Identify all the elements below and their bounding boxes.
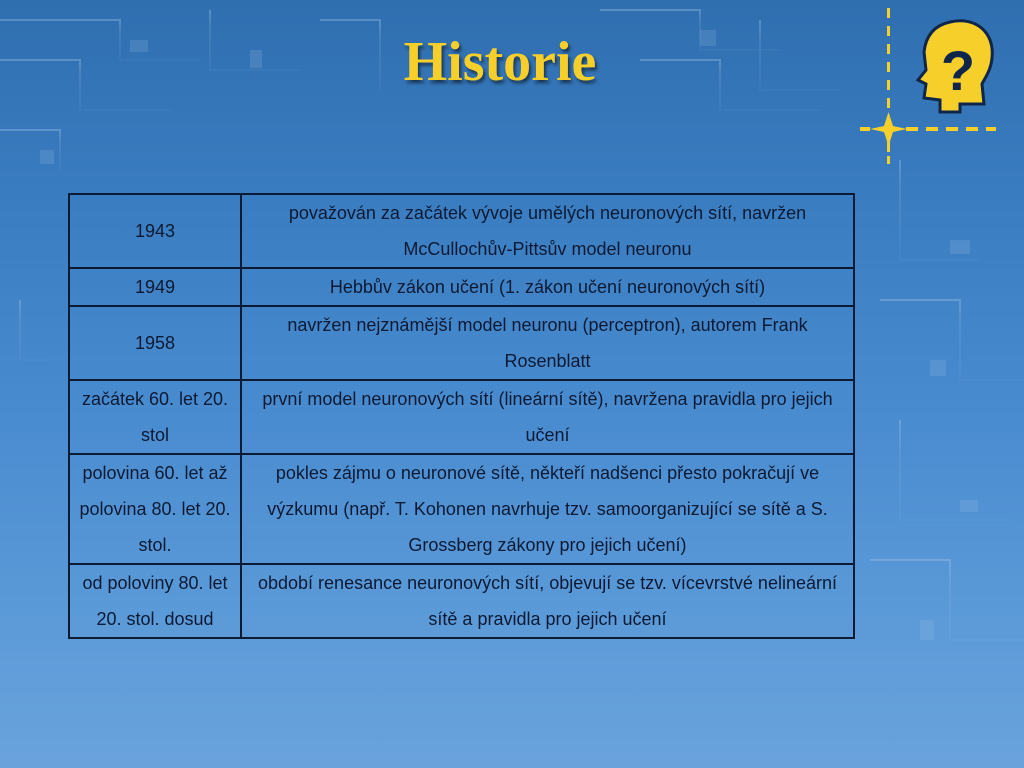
table-row: [69, 454, 854, 564]
period-cell: 1958: [69, 306, 241, 380]
period-cell: 1949: [69, 268, 241, 306]
period-cell: 1943: [69, 194, 241, 268]
event-cell: první model neuronových sítí (lineární sítě), navržena pravidla pro jejich učení: [241, 380, 854, 454]
table-row: [69, 564, 854, 638]
svg-text:?: ?: [940, 39, 976, 102]
table-row: [69, 380, 854, 454]
period-cell: začátek 60. let 20. stol: [69, 380, 241, 454]
event-cell: období renesance neuronových sítí, objevují se tzv. vícevrstvé nelineární sítě a pravidla pro jejich učení: [241, 564, 854, 638]
history-table: [68, 193, 855, 639]
event-cell: pokles zájmu o neuronové sítě, někteří nadšenci přesto pokračují ve výzkumu (např. T. Kohonen navrhuje tzv. samoorganizující se sítě a S. Grossberg zákony pro jejich učení): [241, 454, 854, 564]
period-cell: polovina 60. let až polovina 80. let 20. stol.: [69, 454, 241, 564]
event-cell: navržen nejznámější model neuronu (perceptron), autorem Frank Rosenblatt: [241, 306, 854, 380]
table-row: [69, 194, 854, 268]
period-cell: od poloviny 80. let 20. stol. dosud: [69, 564, 241, 638]
slide-title: Historie: [403, 31, 597, 93]
table-row: [69, 306, 854, 380]
table-row: [69, 268, 854, 306]
head-question-icon: [850, 0, 1024, 170]
event-cell: Hebbův zákon učení (1. zákon učení neuronových sítí): [241, 268, 854, 306]
event-cell: považován za začátek vývoje umělých neuronových sítí, navržen McCullochův-Pittsův model neuronu: [241, 194, 854, 268]
